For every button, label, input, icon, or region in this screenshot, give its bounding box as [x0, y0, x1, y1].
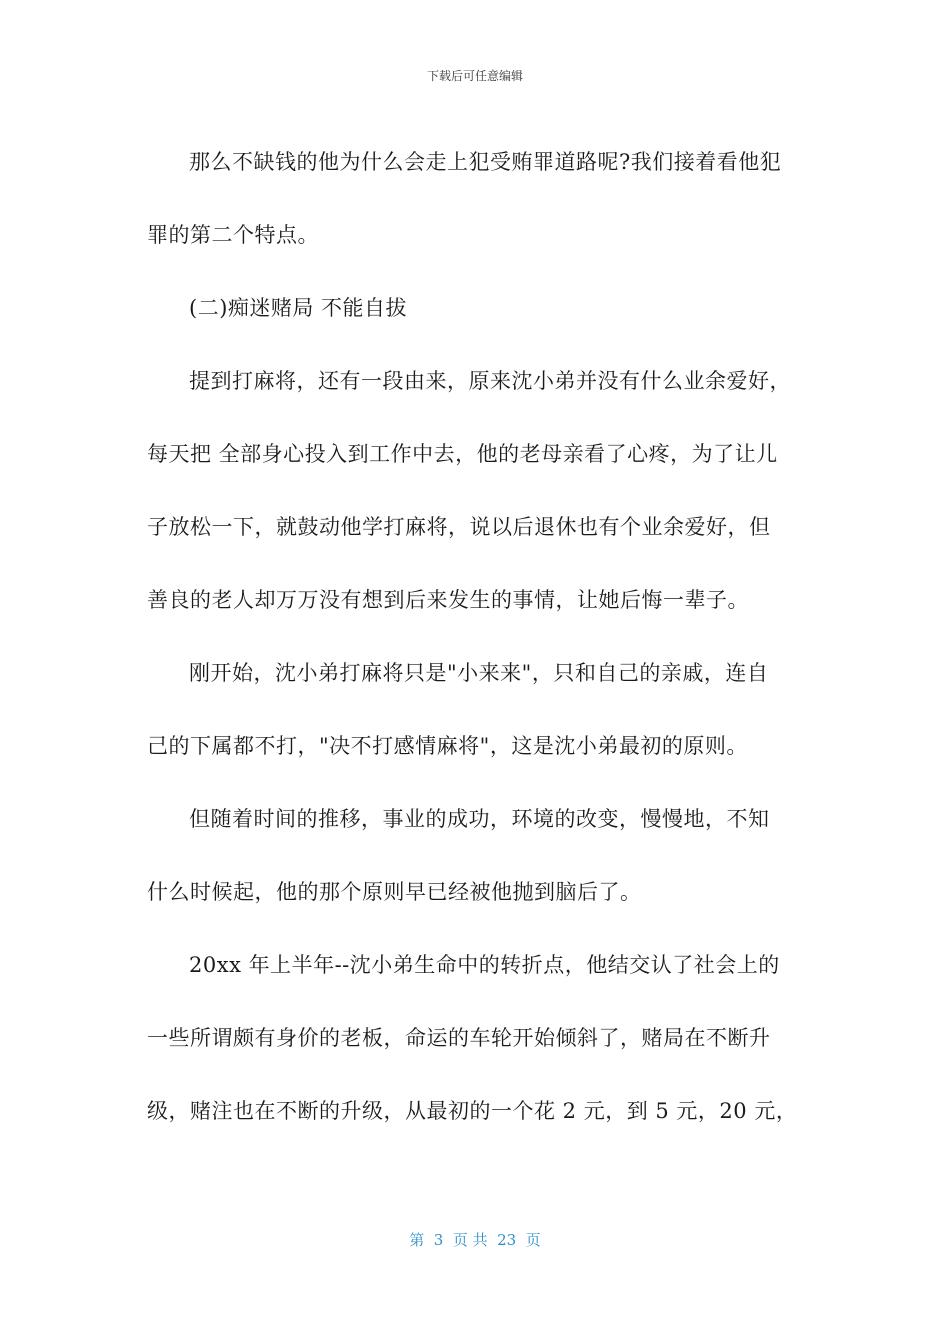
text-line-6: 子放松一下，就鼓动他学打麻将，说以后退休也有个业余爱好，但: [147, 515, 771, 539]
section-heading: (二)痴迷赌局 不能自拔: [189, 296, 408, 320]
document-body: [147, 126, 807, 1148]
page-number-footer: 第 3 页 共 23 页: [409, 1231, 541, 1249]
text-line-12: 20xx 年上半年--沈小弟生命中的转折点，他结交认了社会上的: [189, 953, 780, 977]
text-line-9: 己的下属都不打，"决不打感情麻将"，这是沈小弟最初的原则。: [147, 734, 748, 758]
text-line-7: 善良的老人却万万没有想到后来发生的事情，让她后悔一辈子。: [147, 588, 749, 612]
text-line-13: 一些所谓颇有身价的老板，命运的车轮开始倾斜了，赌局在不断升: [147, 1026, 771, 1050]
text-line-11: 什么时候起，他的那个原则早已经被他抛到脑后了。: [147, 880, 642, 904]
text-line-2: 罪的第二个特点。: [147, 223, 319, 247]
text-line-14: 级，赌注也在不断的升级，从最初的一个花 2 元，到 5 元，20 元，: [147, 1099, 798, 1123]
text-line-10: 但随着时间的推移，事业的成功，环境的改变，慢慢地，不知: [189, 807, 770, 831]
text-line-8: 刚开始，沈小弟打麻将只是"小来来"，只和自己的亲戚，连自: [189, 661, 769, 685]
text-line-4: 提到打麻将，还有一段由来，原来沈小弟并没有什么业余爱好，: [189, 369, 791, 393]
text-line-5: 每天把 全部身心投入到工作中去，他的老母亲看了心疼，为了让儿: [147, 442, 778, 466]
header-note: 下载后可任意编辑: [426, 69, 523, 83]
text-line-1: 那么不缺钱的他为什么会走上犯受贿罪道路呢?我们接着看他犯: [189, 150, 782, 174]
